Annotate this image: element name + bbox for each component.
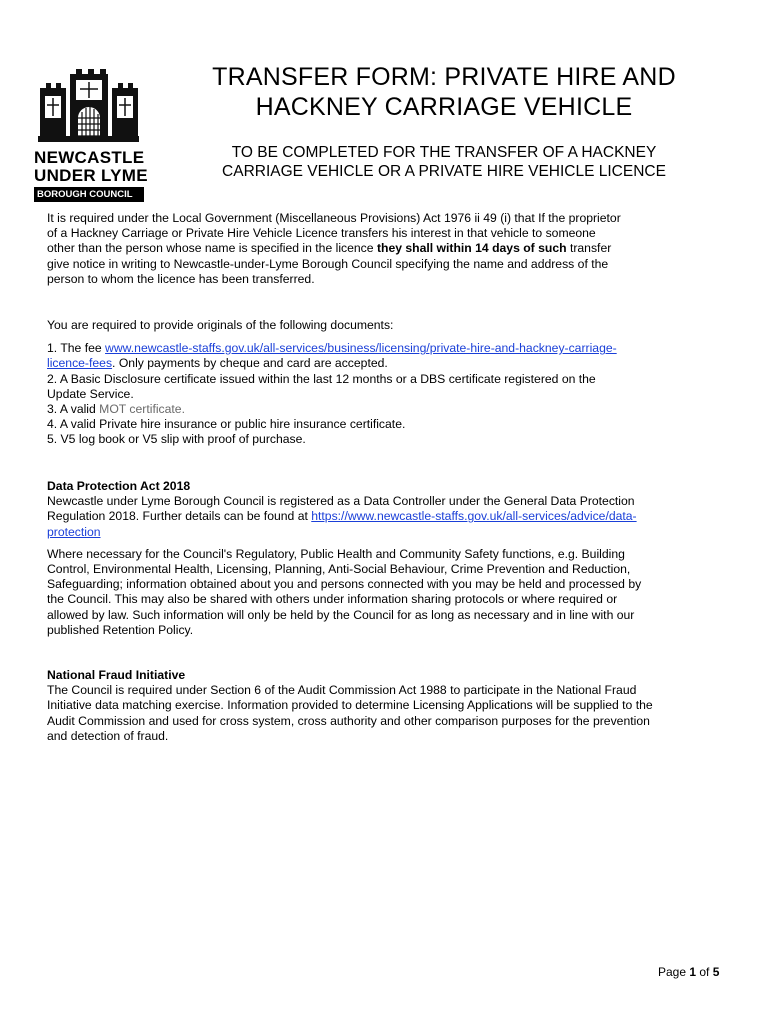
page-word: Page — [658, 965, 690, 979]
item-text: 3. A valid — [47, 402, 100, 417]
subtitle-line-2: CARRIAGE VEHICLE OR A PRIVATE HIRE VEHICLE LICENCE — [222, 163, 666, 180]
page-subtitle — [160, 143, 728, 181]
subtitle-line-1: TO BE COMPLETED FOR THE TRANSFER OF A HACKNEY — [231, 144, 657, 161]
data-protection-heading: Data Protection Act 2018 — [47, 479, 191, 493]
logo-text-under-lyme: UNDER LYME — [34, 166, 148, 185]
documents-item-3 — [47, 402, 727, 417]
fees-link[interactable]: www.newcastle-staffs.gov.uk/all-services/business/licensing/private-hire-and-hackney-carriage- — [105, 341, 617, 356]
documents-item-2-cont: Update Service. — [47, 386, 134, 401]
fraud-heading: National Fraud Initiative — [47, 668, 186, 682]
documents-item-2: 2. A Basic Disclosure certificate issued within the last 12 months or a DBS certificate registered on the — [47, 371, 596, 386]
dp-text: Regulation 2018. Further details can be found at — [47, 509, 312, 524]
fraud-line: Audit Commission and used for cross system, cross authority and other comparison purposes for the prevention — [47, 713, 650, 728]
dp-line: Newcastle under Lyme Borough Council is registered as a Data Controller under the General Data Protection — [47, 494, 635, 509]
page-total: 5 — [712, 965, 720, 979]
documents-item-1-cont — [47, 356, 727, 371]
fraud-section — [47, 668, 727, 744]
title-line-1: TRANSFER FORM: PRIVATE HIRE AND — [212, 63, 676, 91]
fees-link-cont[interactable]: licence-fees — [47, 356, 113, 371]
intro-line — [47, 241, 727, 256]
intro-text: transfer — [566, 241, 612, 256]
intro-bold-deadline: they shall within 14 days of such — [376, 241, 567, 256]
dp-line — [47, 509, 727, 524]
page-title — [160, 62, 728, 122]
intro-line: of a Hackney Carriage or Private Hire Vehicle Licence transfers his interest in that vehicle to someone — [47, 226, 596, 241]
documents-item-1 — [47, 341, 727, 356]
item-text: . Only payments by cheque and card are accepted. — [112, 356, 388, 371]
fraud-line: and detection of fraud. — [47, 728, 169, 743]
dp-line — [47, 525, 727, 540]
documents-item-5: 5. V5 log book or V5 slip with proof of purchase. — [47, 432, 306, 447]
fraud-line: Initiative data matching exercise. Information provided to determine Licensing Applications will be supplied to the — [47, 698, 653, 713]
page-number — [658, 965, 719, 979]
fraud-line: The Council is required under Section 6 of the Audit Commission Act 1988 to participate in the National Fraud — [47, 683, 637, 698]
dp-para-line: published Retention Policy. — [47, 622, 194, 637]
dp-para-line: Safeguarding; information obtained about you and persons connected with you may be held and processed by — [47, 577, 642, 592]
data-protection-link-cont[interactable]: protection — [47, 524, 101, 539]
intro-line: give notice in writing to Newcastle-under-Lyme Borough Council specifying the name and address of the — [47, 256, 609, 271]
intro-line: It is required under the Local Government (Miscellaneous Provisions) Act 1976 ii 49 (i) that If the proprietor — [47, 211, 621, 225]
documents-heading: You are required to provide originals of the following documents: — [47, 318, 394, 332]
data-protection-link[interactable]: https://www.newcastle-staffs.gov.uk/all-services/advice/data- — [311, 509, 637, 524]
page-current: 1 — [689, 965, 697, 979]
documents-item-4: 4. A valid Private hire insurance or public hire insurance certificate. — [47, 417, 406, 432]
dp-para-line: allowed by law. Such information will only be held by the Council for as long as necessary and in line with our — [47, 607, 635, 622]
intro-text: other than the person whose name is specified in the licence — [47, 241, 377, 256]
dp-para-line: Control, Environmental Health, Licensing, Planning, Anti-Social Behaviour, Crime Prevention and Reduction, — [47, 562, 631, 577]
council-logo — [26, 60, 151, 205]
of-word: of — [696, 965, 713, 979]
logo-text-newcastle: NEWCASTLE — [34, 148, 145, 167]
data-protection-section — [47, 479, 727, 638]
mot-certificate-text: MOT certificate. — [99, 402, 185, 417]
title-line-2: HACKNEY CARRIAGE VEHICLE — [255, 93, 633, 121]
logo-text-borough-council: BOROUGH COUNCIL — [34, 187, 144, 202]
intro-line: person to whom the licence has been transferred. — [47, 271, 315, 286]
intro-paragraph — [47, 211, 727, 287]
documents-section — [47, 318, 727, 448]
dp-para-line: Where necessary for the Council's Regulatory, Public Health and Community Safety functions, e.g. Building — [47, 546, 625, 561]
item-text: 1. The fee — [47, 341, 106, 356]
dp-para-line: the Council. This may also be shared with others under information sharing protocols or where required or — [47, 592, 618, 607]
